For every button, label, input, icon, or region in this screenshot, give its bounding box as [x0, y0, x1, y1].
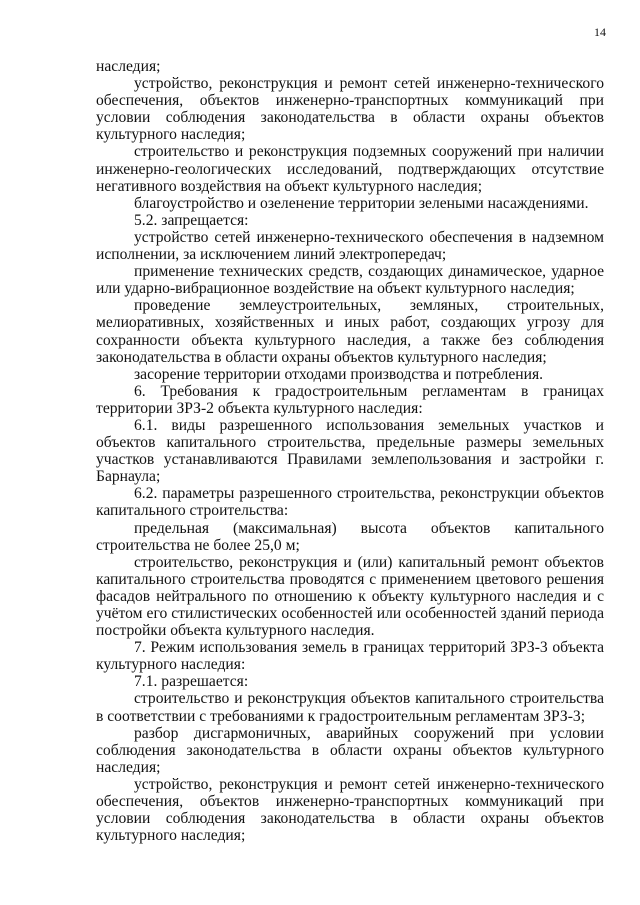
paragraph: применение технических средств, создающих динамическое, ударное или ударно-вибрационное воздействие на объект культурного наследия;	[96, 263, 604, 298]
section-heading: 7. Режим использования земель в границах территорий ЗРЗ-3 объекта культурного наследия:	[96, 639, 604, 674]
paragraph-continuation: наследия;	[96, 58, 161, 75]
document-body	[96, 58, 604, 844]
page-number: 14	[594, 25, 606, 39]
paragraph: проведение землеустроительных, земляных, строительных, мелиоративных, хозяйственных и иных работ, создающих угрозу для сохранности объекта культурного наследия, а также без соблюдения законодательства в области охраны объектов культурного наследия;	[96, 297, 604, 366]
section-heading: 6. Требования к градостроительным регламентам в границах территории ЗРЗ-2 объекта культурного наследия:	[96, 382, 604, 417]
paragraph: строительство и реконструкция подземных сооружений при наличии инженерно-геологических исследований, подтверждающих отсутствие негативного воздействия на объект культурного наследия;	[96, 143, 604, 195]
paragraph: благоустройство и озеленение территории зелеными насаждениями.	[134, 194, 589, 212]
section-heading: 5.2. запрещается:	[134, 211, 249, 229]
paragraph: устройство сетей инженерно-технического обеспечения в надземном исполнении, за исключением линий электропередач;	[96, 228, 604, 264]
paragraph: устройство, реконструкция и ремонт сетей инженерно-технического обеспечения, объектов инженерно-транспортных коммуникаций при условии соблюдения законодательства в области охраны объектов культурного наследия;	[96, 775, 604, 845]
paragraph: строительство, реконструкция и (или) капитальный ремонт объектов капитального строительства проводятся с применением цветового решения фасадов нейтрального по отношению к объекту культурного наследия и с учётом его стилистических особенностей или особенностей зданий периода постройки объекта культурного наследия.	[96, 553, 604, 640]
paragraph: засорение территории отходами производства и потребления.	[134, 365, 544, 383]
paragraph: 6.2. параметры разрешенного строительства, реконструкции объектов капитального строительства:	[96, 485, 604, 520]
paragraph: строительство и реконструкция объектов капитального строительства в соответствии с требованиями к градостроительным регламентам ЗРЗ-3;	[96, 690, 604, 725]
paragraph: предельная (максимальная) высота объектов капитального строительства не более 25,0 м;	[96, 519, 604, 554]
section-heading: 7.1. разрешается:	[134, 673, 249, 691]
paragraph: разбор дисгармоничных, аварийных сооружений при условии соблюдения законодательства в области охраны объектов культурного наследия;	[96, 724, 604, 776]
paragraph: 6.1. виды разрешенного использования земельных участков и объектов капитального строительства, предельные размеры земельных участков устанавливаются Правилами землепользования и застройки г. Барнаула;	[96, 416, 604, 486]
paragraph: устройство, реконструкция и ремонт сетей инженерно-технического обеспечения, объектов инженерно-транспортных коммуникаций при условии соблюдения законодательства в области охраны объектов культурного наследия;	[96, 75, 604, 144]
